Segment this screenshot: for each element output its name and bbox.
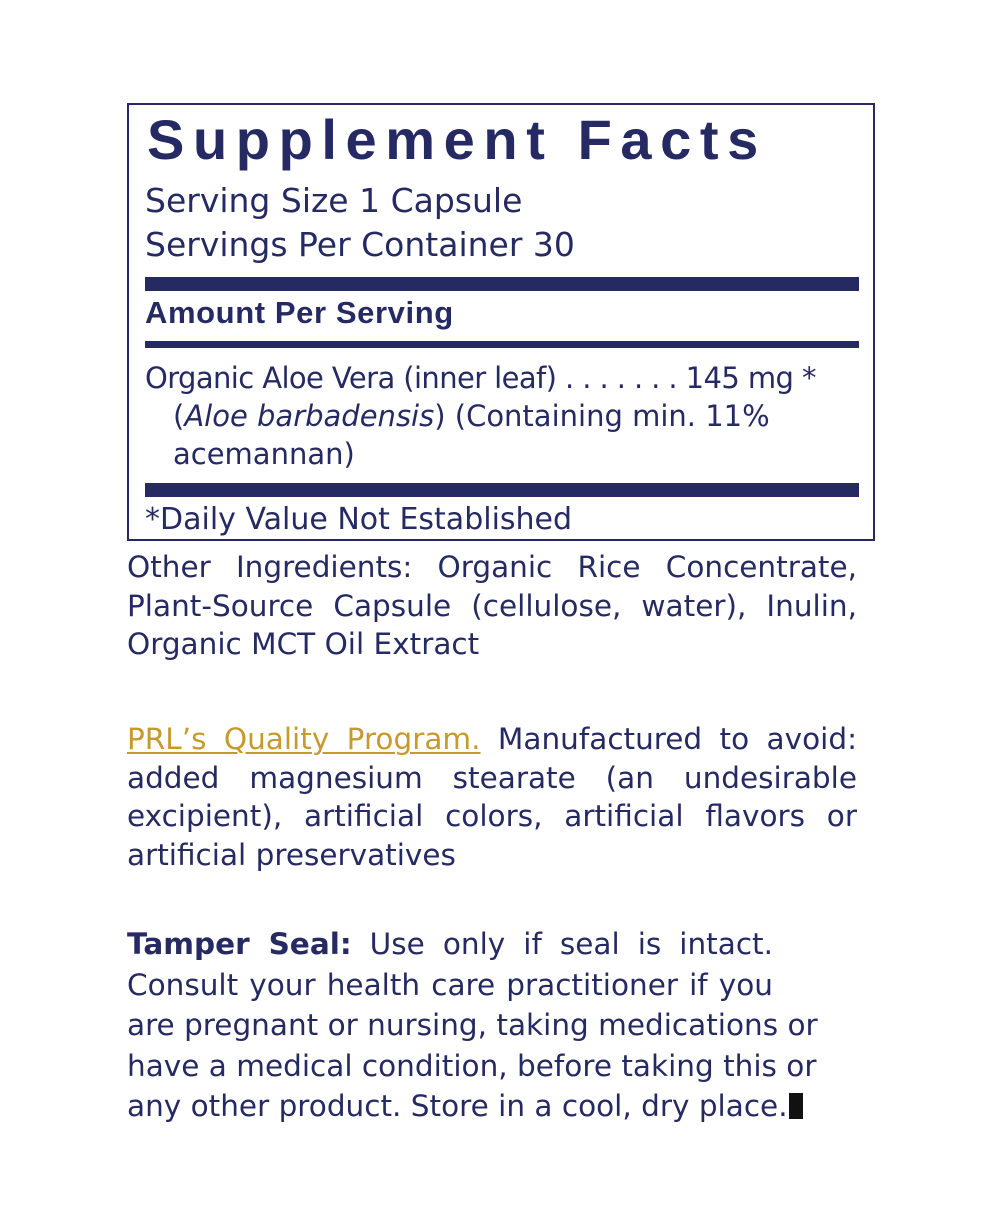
ingredient-name: Organic Aloe Vera (inner leaf) xyxy=(145,361,557,395)
tamper-line-1-rest: Use only if seal is intact. xyxy=(351,927,773,961)
dot-leader: . . . . . . . xyxy=(565,361,678,395)
ingredient-detail-line2: acemannan) xyxy=(173,437,355,471)
ingredient-amount: 145 mg xyxy=(685,361,794,395)
tamper-line: any other product. Store in a cool, dry place. xyxy=(127,1089,788,1123)
tamper-seal-label: Tamper Seal: xyxy=(127,927,352,961)
ingredient-detail xyxy=(173,397,770,435)
daily-value-footnote: *Daily Value Not Established xyxy=(145,502,573,537)
serving-size: Serving Size 1 Capsule xyxy=(145,181,523,220)
supplement-facts-panel xyxy=(127,103,875,541)
medium-divider xyxy=(145,341,859,348)
latin-name: Aloe barbadensis xyxy=(184,399,435,433)
tamper-seal-paragraph xyxy=(127,924,818,1127)
detail-rest: ) (Containing min. 11% xyxy=(434,399,770,433)
detail-open: ( xyxy=(173,399,185,433)
other-ingredients-line: Plant-Source Capsule (cellulose, water), Inulin, xyxy=(127,588,857,623)
servings-per-container: Servings Per Container 30 xyxy=(145,225,575,264)
tamper-line: have a medical condition, before taking this or xyxy=(127,1048,817,1083)
facts-title: Supplement Facts xyxy=(147,108,767,171)
daily-value-marker: * xyxy=(801,361,816,395)
other-ingredients-line: Organic MCT Oil Extract xyxy=(127,627,480,661)
end-of-text-marker xyxy=(789,1093,803,1119)
tamper-line: Consult your health care practitioner if you xyxy=(127,967,773,1002)
tamper-line: are pregnant or nursing, taking medications or xyxy=(127,1008,818,1042)
tamper-line-1 xyxy=(127,924,773,965)
quality-line-1-rest: Manufactured to avoid: xyxy=(480,722,858,756)
quality-line: added magnesium stearate (an undesirable xyxy=(127,760,857,795)
quality-program-link[interactable]: PRL’s Quality Program. xyxy=(127,722,481,756)
other-ingredients xyxy=(127,548,857,664)
thick-divider-bottom xyxy=(145,483,859,497)
quality-line-1 xyxy=(127,720,857,759)
other-ingredients-line: Other Ingredients: Organic Rice Concentrate, xyxy=(127,550,857,584)
quality-line: excipient), artificial colors, artificial flavors or xyxy=(127,799,857,833)
thick-divider xyxy=(145,277,859,291)
quality-program-paragraph xyxy=(127,720,857,874)
ingredient-row xyxy=(145,359,816,397)
amount-per-serving-heading: Amount Per Serving xyxy=(145,295,454,330)
quality-line: artificial preservatives xyxy=(127,837,456,872)
